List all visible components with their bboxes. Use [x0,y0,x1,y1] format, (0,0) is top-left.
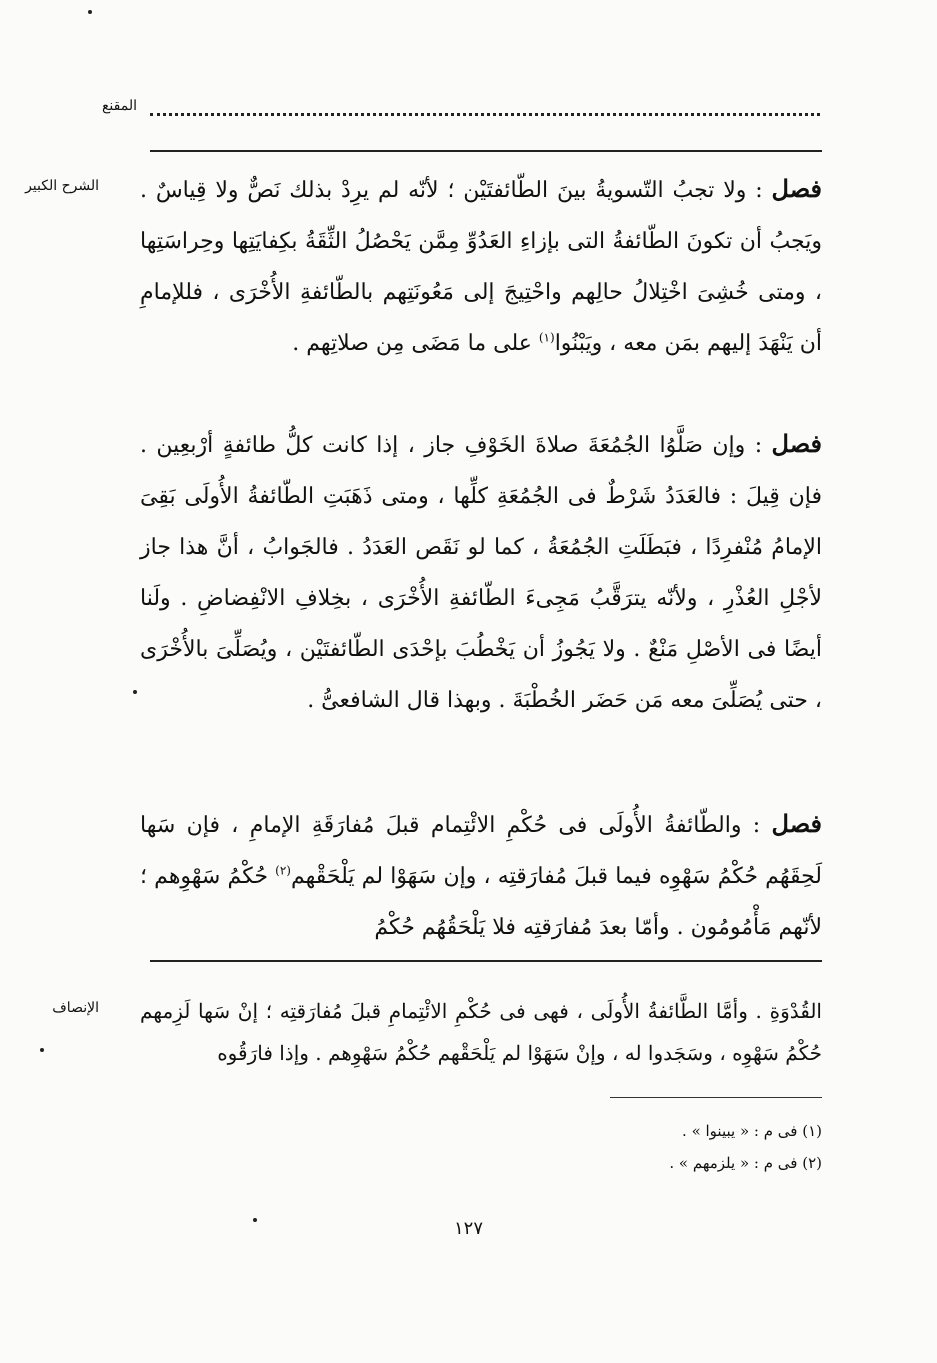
paragraph-text-continued: على ما مَضَى مِن صلاتِهم . [292,331,539,356]
margin-label-sharh: الشرح الكبير [25,178,99,194]
paragraph-text-continued: حُكْمُ سَهْوِهم ؛ لأنّهم مَأْمُومُون . وأمّا بعدَ مُفارَقتِه فلا يَلْحَقُهُم حُكْمُ [140,864,822,940]
paragraph-text: : والطّائفةُ الأُولَى فى حُكْمِ الائْتِمام قبلَ مُفارَقَةِ الإمامِ ، فإن سَها لَحِقَهُم حُكْمُ سَهْوِه فيما قبلَ مُفارَقتِه ، وإن سَهَوْا لم يَلْحَقْهم [140,813,822,889]
footnote-2: (٢) فى م : « يلزمهم » . [669,1154,822,1172]
paragraph-1 [140,163,822,369]
scan-speck [133,690,137,694]
footnote-rule [610,1097,822,1098]
footnote-marker: (٢) [275,863,291,878]
paragraph-2 [140,418,822,726]
book-title: المقنع [101,98,137,114]
paragraph-heading: فصل [771,809,822,838]
paragraph-text: : ولا تجبُ التّسويةُ بينَ الطّائفتَيْن ؛ لأنّه لم يرِدْ بذلك نَصٌّ ولا قِياسٌ . ويَجبُ أن تكونَ الطّائفةُ التى بإزاءِ العَدُوِّ مِمَّن يَحْصُلُ الثِّقَةُ بكِفايَتِها وحِراسَتِها ، ومتى خُشِىَ اخْتِلالُ حالِهم واحْتِيجَ إلى مَعُونَتِهم بالطّائفةِ الأُخْرَى ، فللإمامِ أن يَنْهَدَ إليهم بمَن معه ، ويَبْنُوا [140,178,822,356]
scan-speck [40,1048,44,1052]
scan-speck [88,10,92,14]
scan-speck [253,1218,257,1222]
footnote-marker: (١) [538,330,555,345]
paragraph-heading: فصل [771,174,822,203]
paragraph-3 [140,798,822,953]
section-divider [150,960,822,962]
page-number: ١٢٧ [453,1218,483,1239]
paragraph-heading: فصل [771,429,822,458]
footnote-1: (١) فى م : « يبينوا » . [682,1122,822,1140]
insaf-text: القُدْوَةِ . وأمَّا الطَّائفةُ الأُولَى ، فهى فى حُكْمِ الائْتِمامِ قبلَ مُفارَقتِه ؛ إنْ سَها لَزِمهم حُكْمُ سَهْوِه ، وسَجَدوا له ، وإنْ سَهَوْا لم يَلْحَقْهم حُكْمُ سَهْوِهم . وإذا فارَقُوه [140,999,822,1065]
paragraph-text: : وإن صَلَّوُا الجُمُعَةَ صلاةَ الخَوْفِ جاز ، إذا كانت كلُّ طائفةٍ أرْبعِين . فإن قِيلَ : فالعَدَدُ شَرْطٌ فى الجُمُعَةِ كلِّها ، ومتى ذَهَبَتِ الطّائفةُ الأُولَى بَقِىَ الإمامُ مُنْفرِدًا ، فبَطَلَتِ الجُمُعَةُ ، كما لو نَقَص العَدَدُ . فالجَوابُ ، أنَّ هذا جاز لأجْلِ العُذْرِ ، ولأنّه يترَقَّبُ مَجِىءَ الطّائفةِ الأُخْرَى ، بخِلافِ الانْفِضاضِ . ولَنا أيضًا فى الأصْلِ مَنْعٌ . ولا يَجُوزُ أن يَخْطُبَ بإحْدَى الطّائفتَيْن ، ويُصَلِّىَ بالأُخْرَى ، حتى يُصَلِّىَ معه مَن حَضَر الخُطْبَةَ . وبهذا قال الشافعىُّ . [140,433,822,713]
margin-label-insaf: الإنصاف [52,1000,99,1016]
header-rule [150,150,822,152]
header-dotted-line [150,103,820,116]
